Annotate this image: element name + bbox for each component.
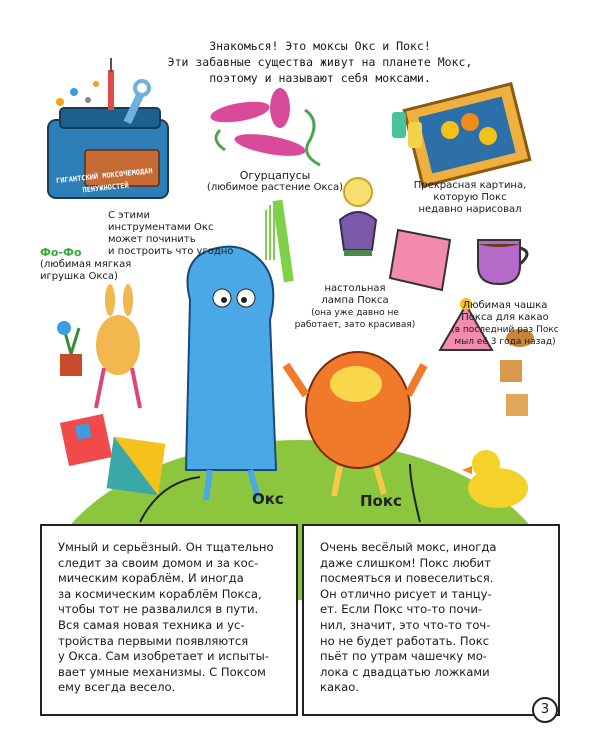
oks-description-box: [40, 524, 298, 716]
ogurtsapusy-note: (любимое растение Окса): [206, 182, 344, 193]
painting-label: [400, 180, 540, 216]
fofo-label: [40, 247, 150, 283]
oks-description-line: вает умные механизмы. С Поксом: [58, 664, 266, 679]
oks-description-line: тройства первыми появляются: [58, 633, 249, 648]
oks-description-line: у Окса. Сам изобретает и испыты-: [58, 649, 269, 664]
intro-line: поэтому и называют себя моксами.: [209, 71, 431, 85]
poks-description-line: Очень весёлый мокс, иногда: [320, 540, 497, 554]
oks-description-line: мическим кораблём. И иногда: [58, 571, 244, 586]
painting-line: Прекрасная картина,: [413, 180, 527, 191]
tangram-icon: [107, 437, 166, 496]
duck-icon: [462, 450, 528, 508]
intro-line: Эти забавные существа живут на планете Мокс,: [167, 55, 473, 69]
poks-description-line: какао.: [320, 680, 359, 695]
oks-character: [186, 247, 276, 500]
fofo-note: (любимая мягкая: [40, 259, 132, 270]
poks-character: [286, 352, 424, 496]
tools-line: и построить что угодно: [108, 246, 234, 257]
fofo-title: Фо-Фо: [40, 246, 82, 259]
painting-icon: [404, 84, 530, 186]
cup-icon: [478, 240, 527, 284]
cup-note: (в последний раз Покс: [451, 325, 559, 335]
tools-line: может починить: [108, 234, 196, 245]
screwdriver-icon: [108, 58, 114, 110]
oks-description-line: за космическим кораблём Покса,: [58, 586, 262, 601]
suitcase-label: ГИГАНТСКИЙ МОКСОЧЕМОДАН ПЕНУЖНОСТЕЙ: [55, 166, 153, 195]
cup-line: Покса для какао: [461, 312, 549, 323]
page-number: 3: [532, 697, 558, 723]
comb-icon: [266, 200, 294, 283]
poks-description-line: нил, значит, это что-то точ-: [320, 617, 491, 632]
ogurtsapusy-title: Огурцапусы: [239, 169, 311, 182]
poks-description-box: [302, 524, 560, 716]
poks-description-line: Он отлично рисует и танцу-: [320, 586, 492, 601]
lamp-label: [290, 283, 420, 331]
ogurtsapus-icon: [209, 88, 320, 165]
poks-description-line: лока с двадцатью ложками: [320, 664, 490, 679]
poks-description-line: но не будет работать. Покс: [320, 633, 490, 648]
tools-line: инструментами Окс: [108, 222, 214, 233]
painting-line: недавно нарисовал: [418, 204, 522, 215]
poks-description-line: посмеяться и повеселиться.: [320, 571, 494, 586]
poks-description-line: пьёт по утрам чашечку мо-: [320, 649, 487, 664]
lamp-note: (она уже давно не: [311, 308, 399, 318]
plant-icon: [57, 321, 82, 376]
lamp-line: настольная: [324, 283, 386, 294]
oks-description-line: Вся самая новая техника и ус-: [58, 617, 245, 632]
intro-line: Знакомься! Это моксы Окс и Покс!: [209, 39, 431, 53]
oks-description-line: следит за своим домом и за кос-: [58, 555, 259, 570]
cup-note: мыл её 3 года назад): [454, 337, 556, 347]
oks-name: Окс: [252, 490, 284, 508]
nuts-icon: [56, 81, 99, 106]
lamp-line: лампа Покса: [321, 295, 389, 306]
tools-line: С этими: [108, 210, 151, 221]
oks-description-line: ему всегда весело.: [58, 680, 176, 695]
fofo-note: игрушка Окса): [40, 271, 118, 282]
cup-label: [430, 300, 580, 348]
oks-description-line: Умный и серьёзный. Он тщательно: [58, 540, 274, 554]
ogurtsapusy-label: [200, 170, 350, 194]
poks-name: Покс: [360, 492, 402, 510]
cup-line: Любимая чашка: [462, 300, 548, 311]
rubiks-cube-icon: [60, 414, 112, 466]
poks-description-line: ет. Если Покс что-то почи-: [320, 602, 483, 617]
poks-description-line: даже слишком! Покс любит: [320, 555, 491, 570]
fofo-toy-icon: [96, 284, 140, 408]
oks-description-line: чтобы тот не развалился в пути.: [58, 602, 259, 617]
toy-icon: [390, 230, 450, 290]
painting-line: которую Покс: [433, 192, 507, 203]
lamp-note: работает, зато красивая): [294, 320, 416, 330]
